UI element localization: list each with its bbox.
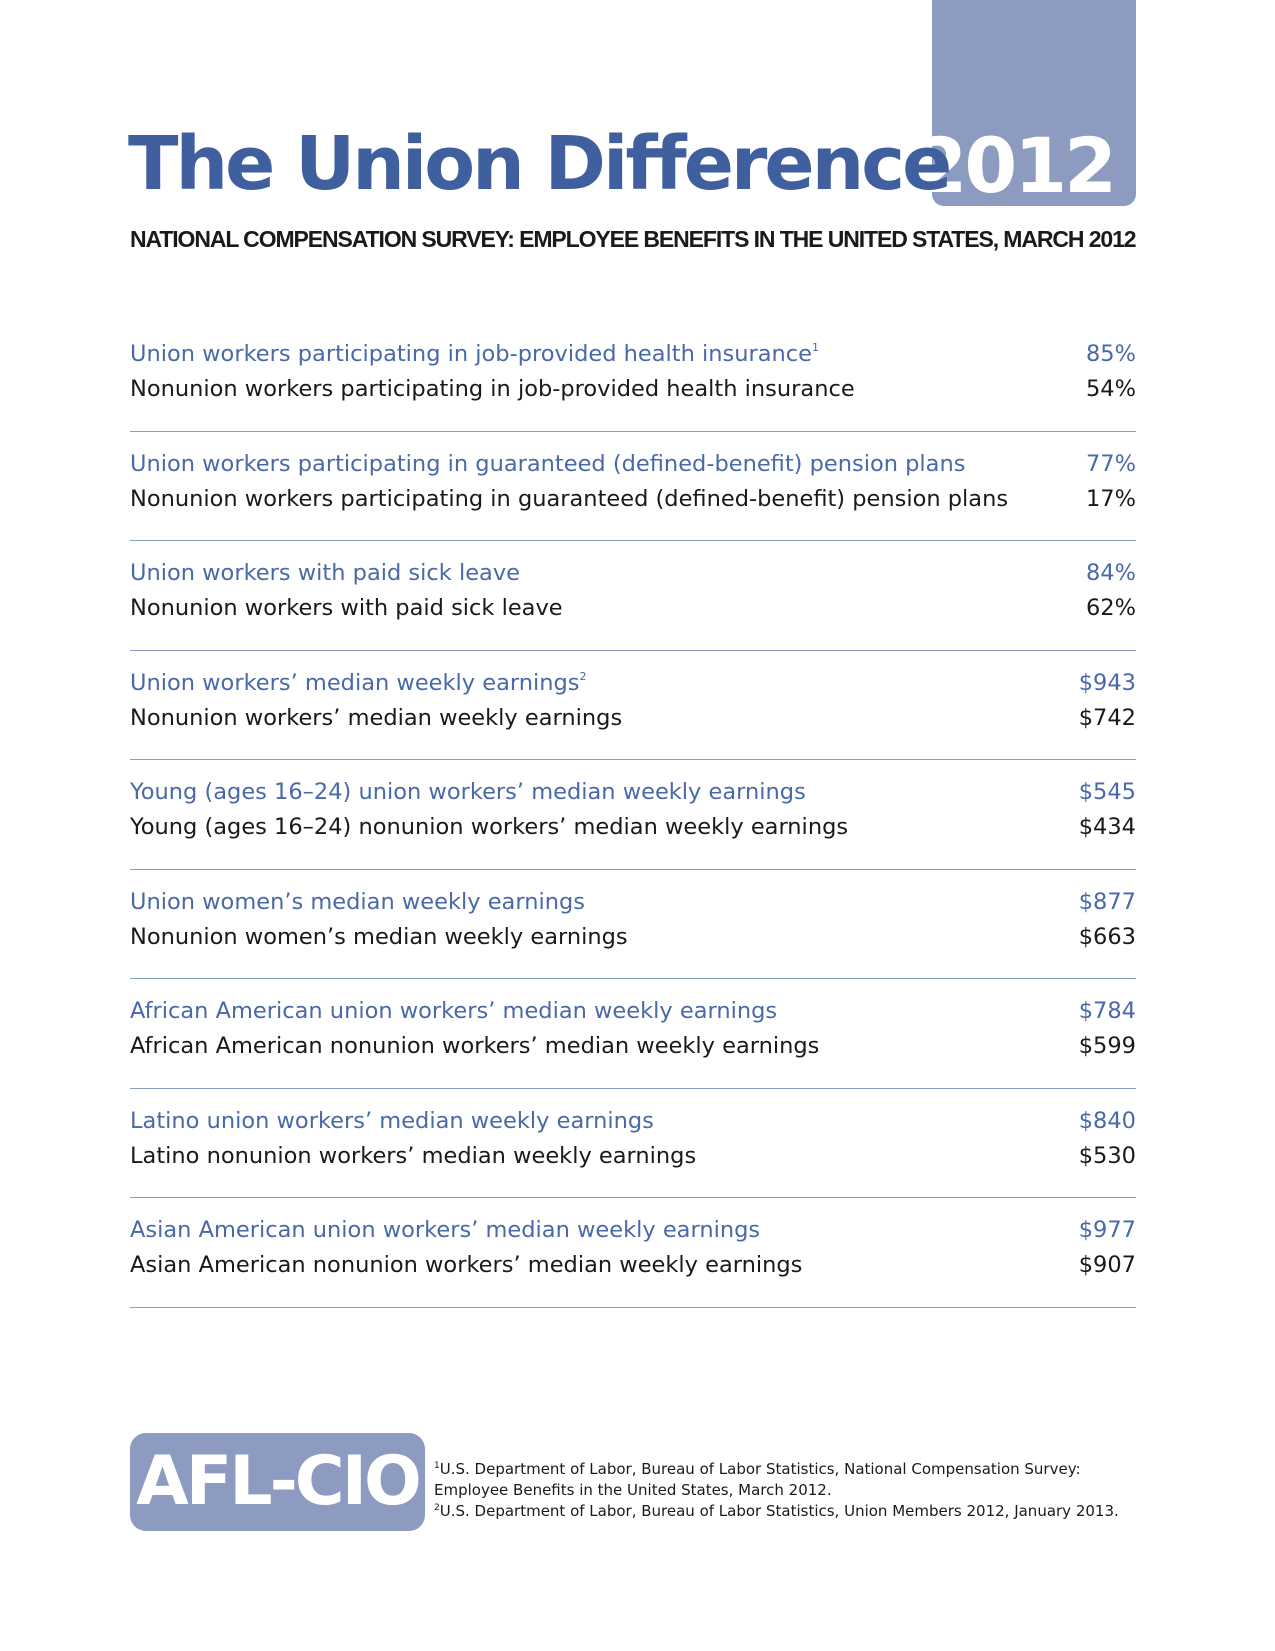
- union-row: [130, 447, 1136, 482]
- nonunion-label: [130, 591, 563, 626]
- union-label: [130, 885, 585, 920]
- comparison-group: [130, 432, 1136, 542]
- footnotes: [434, 1459, 1154, 1522]
- footnote-marker: 1: [812, 341, 820, 354]
- footnote-marker: 2: [579, 669, 587, 683]
- union-label: [130, 447, 965, 482]
- nonunion-value: $907: [1078, 1252, 1136, 1278]
- union-label: [130, 994, 777, 1029]
- union-label: [130, 1213, 760, 1248]
- nonunion-label-text: Nonunion workers’ median weekly earnings: [130, 704, 623, 731]
- nonunion-label-text: Nonunion workers participating in job-provided health insurance: [130, 376, 855, 402]
- union-value: $545: [1078, 779, 1136, 805]
- nonunion-label-text: Young (ages 16–24) nonunion workers’ median weekly earnings: [130, 814, 849, 840]
- union-label-text: Union women’s median weekly earnings: [130, 888, 585, 915]
- nonunion-value: $599: [1078, 1033, 1136, 1059]
- nonunion-row: [130, 372, 1136, 407]
- union-label: [130, 556, 520, 591]
- nonunion-label-text: Nonunion workers participating in guaranteed (defined-benefit) pension plans: [130, 485, 1009, 512]
- union-row: [130, 885, 1136, 920]
- union-label-text: Union workers’ median weekly earnings: [130, 669, 580, 696]
- footnote: [434, 1459, 1154, 1501]
- year-tab: [914, 0, 1136, 210]
- footnote: [434, 1501, 1154, 1522]
- comparison-group: [130, 1198, 1136, 1308]
- nonunion-label: [130, 810, 848, 845]
- comparison-group: [130, 322, 1136, 432]
- nonunion-value: 54%: [1085, 376, 1136, 402]
- union-row: [130, 1213, 1136, 1248]
- union-value: 77%: [1085, 450, 1136, 477]
- union-value: $784: [1078, 998, 1136, 1024]
- nonunion-label: [130, 1139, 696, 1174]
- union-row: [130, 994, 1136, 1029]
- union-label: [130, 337, 819, 372]
- nonunion-label: [130, 701, 622, 736]
- nonunion-row: [130, 1248, 1136, 1283]
- nonunion-value: $530: [1078, 1142, 1136, 1169]
- comparison-group: [130, 760, 1136, 870]
- nonunion-value: $663: [1078, 923, 1136, 950]
- union-value: 85%: [1085, 341, 1136, 367]
- footnote-text: U.S. Department of Labor, Bureau of Labor Statistics, National Compensation Survey: Employee Benefits in the United States, March 2012.: [434, 1460, 1081, 1499]
- union-row: [130, 1104, 1136, 1139]
- nonunion-label-text: Nonunion women’s median weekly earnings: [130, 923, 628, 950]
- comparison-list: [130, 322, 1136, 1308]
- nonunion-label: [130, 1248, 802, 1283]
- union-label-text: Asian American union workers’ median weekly earnings: [130, 1217, 761, 1243]
- union-label-text: Union workers participating in job-provided health insurance: [130, 341, 813, 367]
- union-row: [130, 337, 1136, 372]
- nonunion-label: [130, 920, 628, 955]
- union-label-text: Young (ages 16–24) union workers’ median weekly earnings: [130, 779, 806, 805]
- union-label: [130, 1104, 654, 1139]
- nonunion-label: [130, 372, 855, 407]
- union-label-text: Latino union workers’ median weekly earnings: [130, 1107, 654, 1134]
- nonunion-value: 17%: [1085, 485, 1136, 512]
- nonunion-label-text: African American nonunion workers’ median weekly earnings: [130, 1033, 820, 1059]
- union-value: $840: [1078, 1107, 1136, 1134]
- nonunion-row: [130, 1029, 1136, 1064]
- footnote-mark: 2: [434, 1503, 440, 1513]
- page-title: The Union Difference: [128, 121, 950, 207]
- union-row: [130, 775, 1136, 810]
- union-value: $877: [1078, 888, 1136, 915]
- page-subtitle: NATIONAL COMPENSATION SURVEY: EMPLOYEE BENEFITS IN THE UNITED STATES, MARCH 2012: [130, 226, 1136, 252]
- nonunion-label-text: Asian American nonunion workers’ median weekly earnings: [130, 1252, 803, 1278]
- union-label-text: Union workers participating in guaranteed (defined-benefit) pension plans: [130, 450, 966, 477]
- union-row: [130, 666, 1136, 701]
- nonunion-row: [130, 701, 1136, 736]
- nonunion-row: [130, 1139, 1136, 1174]
- nonunion-row: [130, 920, 1136, 955]
- comparison-group: [130, 1089, 1136, 1199]
- union-label-text: Union workers with paid sick leave: [130, 560, 520, 586]
- union-label-text: African American union workers’ median weekly earnings: [130, 998, 778, 1024]
- union-label: [130, 775, 806, 810]
- year-label: 2012: [914, 121, 1114, 210]
- union-row: [130, 556, 1136, 591]
- afl-cio-logo: AFL-CIO: [130, 1433, 425, 1531]
- comparison-group: [130, 870, 1136, 980]
- union-value: $943: [1078, 669, 1136, 696]
- nonunion-row: [130, 810, 1136, 845]
- comparison-group: [130, 541, 1136, 651]
- nonunion-value: $742: [1078, 704, 1136, 731]
- nonunion-label-text: Nonunion workers with paid sick leave: [130, 595, 563, 621]
- comparison-group: [130, 979, 1136, 1089]
- nonunion-row: [130, 482, 1136, 517]
- comparison-group: [130, 651, 1136, 761]
- union-value: $977: [1078, 1217, 1136, 1243]
- union-label: [130, 666, 587, 701]
- footnote-mark: 1: [434, 1461, 440, 1471]
- nonunion-value: $434: [1078, 814, 1136, 840]
- nonunion-value: 62%: [1085, 595, 1136, 621]
- nonunion-label-text: Latino nonunion workers’ median weekly earnings: [130, 1142, 697, 1169]
- union-value: 84%: [1085, 560, 1136, 586]
- nonunion-row: [130, 591, 1136, 626]
- nonunion-label: [130, 482, 1008, 517]
- nonunion-label: [130, 1029, 819, 1064]
- footnote-text: U.S. Department of Labor, Bureau of Labor Statistics, Union Members 2012, January 2013.: [439, 1502, 1119, 1520]
